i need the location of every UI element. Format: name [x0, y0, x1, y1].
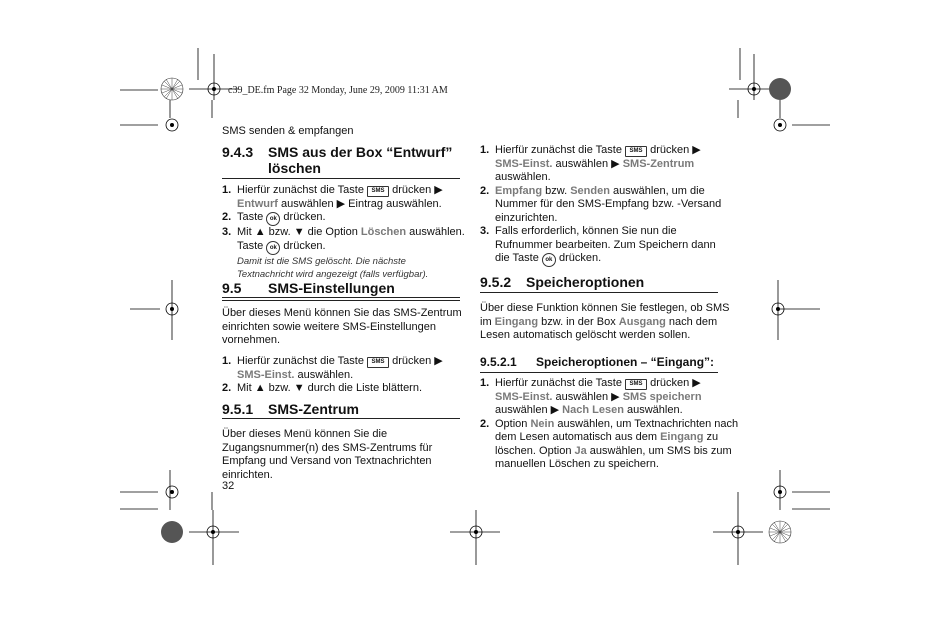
- item-text: drücken.: [280, 211, 326, 223]
- item-text: Hierfür zunächst die Taste: [237, 184, 368, 196]
- item-text: Rufnummer bearbeiten. Zum Speichern dann: [495, 238, 716, 251]
- item-text: auswählen.: [495, 171, 551, 183]
- menu-loeschen: Löschen: [360, 226, 407, 238]
- section-number: 9.5: [222, 280, 242, 296]
- section-title: SMS-Zentrum: [268, 401, 359, 417]
- paragraph: [222, 428, 432, 482]
- item-text: auswählen ▶ Eintrag auswählen.: [277, 197, 442, 210]
- item-number: 2.: [222, 382, 232, 394]
- menu-nein: Nein: [530, 417, 555, 430]
- item-text: Hierfür zunächst die Taste: [237, 355, 368, 367]
- menu-ausgang: Ausgang: [618, 315, 666, 328]
- list-9-5-2-1: [480, 377, 739, 472]
- section-title: Speicheroptionen – “Eingang”:: [536, 355, 715, 369]
- item-text: drücken ▶: [389, 355, 443, 367]
- paragraph-line: Lesen automatisch gelöscht werden sollen.: [480, 329, 691, 341]
- menu-ja: Ja: [574, 444, 587, 457]
- item-text: löschen. Option: [495, 444, 575, 457]
- list-item: [480, 417, 739, 472]
- note-text: Textnachricht wird angezeigt (falls verfügbar).: [237, 269, 429, 280]
- section-title: Speicheroptionen: [526, 274, 645, 290]
- item-text: Nummer für den SMS-Empfang bzw. -Versand: [495, 198, 722, 210]
- menu-sms-einst: SMS-Einst.: [495, 390, 553, 403]
- paragraph: [222, 307, 462, 348]
- section-title: SMS aus der Box “Entwurf”: [268, 144, 453, 160]
- item-number: 3.: [222, 226, 232, 238]
- list-9-5-1: [480, 144, 720, 267]
- paragraph: [480, 302, 729, 343]
- running-head: SMS senden & empfangen: [222, 125, 354, 137]
- item-number: 2.: [480, 184, 490, 197]
- menu-eingang: Eingang: [494, 315, 539, 328]
- list-item: [222, 226, 465, 282]
- sms-key-icon: SMS: [367, 357, 389, 368]
- ok-key-icon: ok: [266, 212, 280, 226]
- item-number: 2.: [480, 417, 490, 430]
- list-9-4-3: [222, 184, 465, 282]
- item-number: 1.: [222, 355, 232, 367]
- list-item: [222, 184, 462, 211]
- paragraph-line: vornehmen.: [222, 334, 281, 346]
- item-text: drücken.: [555, 252, 602, 264]
- item-text: einzurichten.: [495, 211, 558, 224]
- item-text: Hierfür zunächst die Taste: [495, 377, 626, 389]
- menu-nach-lesen: Nach Lesen: [562, 404, 624, 416]
- heading-rule: [222, 297, 460, 301]
- heading-rule: [222, 418, 460, 419]
- paragraph-line: Zugangsnummer(n) des SMS-Zentrums für: [222, 441, 433, 454]
- item-text: drücken ▶: [647, 144, 701, 156]
- paragraph-line: Über diese Funktion können Sie festlegen, ob SMS: [480, 302, 730, 314]
- menu-sms-speichern: SMS speichern: [622, 390, 702, 403]
- section-number: 9.4.3: [222, 144, 254, 160]
- section-heading-9-5-1: [222, 401, 359, 417]
- item-text: auswählen.: [294, 368, 354, 381]
- menu-eingang: Eingang: [660, 431, 704, 443]
- item-text: die Taste: [495, 252, 542, 264]
- section-title-line2: löschen: [268, 160, 321, 176]
- item-number: 3.: [480, 225, 490, 237]
- section-title: SMS-Einstellungen: [268, 280, 395, 296]
- item-text: auswählen ▶: [552, 390, 623, 403]
- item-number: 1.: [222, 184, 232, 196]
- section-number: 9.5.1: [222, 401, 254, 417]
- menu-senden: Senden: [570, 184, 610, 197]
- sms-key-icon: SMS: [625, 146, 647, 157]
- item-text: auswählen ▶: [495, 404, 563, 416]
- item-text: Mit ▲ bzw. ▼ die Option: [237, 226, 361, 238]
- item-text: Option: [495, 417, 531, 430]
- text: bzw. in der Box: [538, 315, 619, 328]
- item-text: bzw.: [542, 184, 571, 197]
- ok-key-icon: ok: [266, 241, 280, 255]
- item-text: auswählen ▶: [552, 157, 623, 170]
- text: im: [480, 315, 495, 328]
- menu-entwurf: Entwurf: [237, 197, 278, 210]
- menu-empfang: Empfang: [495, 184, 543, 197]
- section-number: 9.5.2.1: [480, 355, 517, 369]
- item-text: auswählen.: [623, 404, 683, 416]
- menu-sms-einst: SMS-Einst.: [237, 368, 295, 381]
- section-number: 9.5.2: [480, 274, 512, 290]
- note-text: Damit ist die SMS gelöscht. Die nächste: [237, 255, 406, 267]
- item-text: drücken.: [280, 239, 326, 252]
- item-text: Taste: [237, 239, 267, 252]
- list-item: [222, 211, 462, 226]
- menu-sms-zentrum: SMS-Zentrum: [622, 157, 695, 170]
- paragraph-line: Über dieses Menü können Sie die: [222, 428, 388, 440]
- paragraph-line: einrichten.: [222, 468, 273, 481]
- item-text: auswählen, um Textnachrichten nach: [554, 417, 739, 430]
- item-text: Falls erforderlich, können Sie nun die: [495, 225, 677, 237]
- menu-sms-einst: SMS-Einst.: [495, 157, 553, 170]
- item-text: drücken ▶: [647, 377, 701, 389]
- list-item: [222, 355, 462, 382]
- list-item: [480, 225, 720, 267]
- sms-key-icon: SMS: [625, 379, 647, 390]
- item-number: 1.: [480, 144, 490, 156]
- heading-rule: [222, 178, 460, 179]
- page-number: 32: [222, 480, 235, 492]
- item-text: auswählen, um SMS bis zum: [586, 444, 732, 457]
- item-text: Mit ▲ bzw. ▼ durch die Liste blättern.: [237, 382, 423, 394]
- sms-key-icon: SMS: [367, 186, 389, 197]
- item-text: Hierfür zunächst die Taste: [495, 144, 626, 156]
- item-text: auswählen.: [406, 226, 465, 238]
- list-item: [480, 144, 720, 185]
- list-item: [222, 382, 462, 396]
- section-heading-9-5: [222, 280, 395, 296]
- list-9-5: [222, 355, 462, 396]
- list-item: [480, 377, 720, 418]
- paragraph-line: einrichten sowie weitere SMS-Einstellungen: [222, 320, 436, 333]
- item-text: auswählen, um die: [609, 184, 705, 197]
- heading-rule: [480, 372, 718, 373]
- section-heading-9-4-3: [222, 144, 452, 160]
- print-stamp: c39_DE.fm Page 32 Monday, June 29, 2009 11:31 AM: [228, 85, 448, 96]
- section-heading-9-5-2-1: [480, 355, 714, 369]
- item-text: zu: [703, 431, 719, 443]
- paragraph-line: Empfang und Versand von Textnachrichten: [222, 455, 432, 467]
- item-text: Taste: [237, 211, 267, 223]
- item-number: 1.: [480, 377, 490, 389]
- list-item: [480, 185, 720, 226]
- item-text: manuellen Löschen zu speichern.: [495, 458, 659, 470]
- item-number: 2.: [222, 211, 232, 223]
- item-text: drücken ▶: [389, 184, 443, 196]
- text: nach dem: [665, 315, 718, 328]
- paragraph-line: [480, 316, 729, 330]
- section-heading-9-5-2: [480, 274, 644, 290]
- item-text: dem Lesen automatisch aus dem: [495, 431, 661, 443]
- paragraph-line: Über dieses Menü können Sie das SMS-Zentrum: [222, 307, 462, 319]
- heading-rule: [480, 292, 718, 293]
- ok-key-icon: ok: [542, 253, 556, 267]
